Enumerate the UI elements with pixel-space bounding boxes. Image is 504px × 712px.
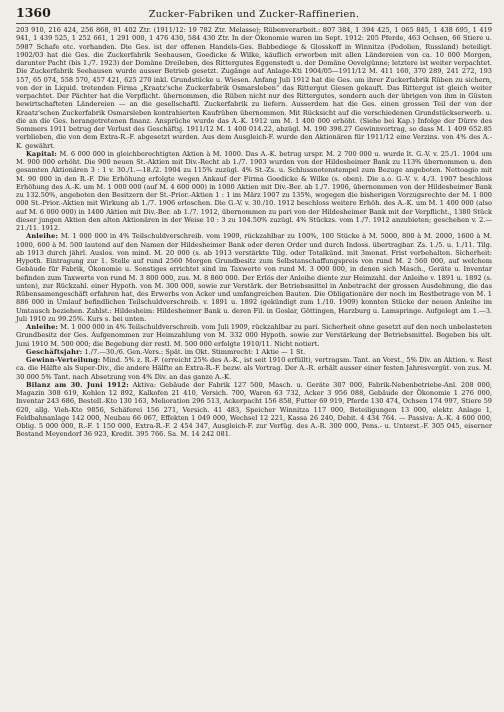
page-header	[16, 5, 492, 24]
paragraph-lead: Geschäftsjahr:	[26, 347, 83, 356]
paragraph-production	[16, 26, 492, 150]
paragraph-bilanz	[16, 381, 492, 439]
paragraph-lead: Anleihe:	[26, 323, 59, 331]
paragraph-text: M. 1 000 000 in 4% Teilschuldverschreib. vom Juli 1909, rückzahlbar zu pari. Sicherheit ohne gesetzt auf den noch unbelasteten Grundbesitz der Ges. Aufgenommen zur Heimzahlung von M. 332 000 Hypoth. sowie zur Verstärkung der Betriebsmittel. Begeben bis ult. Juni 1910 M. 500 000; die Begebung der restl. M. 500 000 erfolgte 1910/11. Nicht notiert.	[16, 323, 492, 348]
body-text	[16, 26, 492, 439]
paragraph-text: 1./7.—30./6. Gen.-Vers.: Spät. im Okt. Stimmrecht: 1 Aktie — 1 St.	[84, 347, 306, 356]
paragraph-text: Mind. 5% z. R.-F. (erreicht 25% des A.-K., ist seit 1910 erfüllt), vertragsm. Tant. an Vorst., 5% Div. an Aktion. v. Rest ca. die Hälfte als Super-Div., die andere Hälfte an Extra-R.-F. bezw. als Vortrag. Der A.-R. erhält ausser einer festen Jahresvergüt. von zus. M. 30 000 5% Tant. nach Absetzung von 4% Div. an das ganze A.-K.	[16, 356, 492, 381]
paragraph-lead: Kapital:	[26, 149, 57, 158]
paragraph-geschaeftsjahr	[16, 348, 492, 356]
running-head: Zucker-Fabriken und Zucker-Raffinerien.	[148, 9, 360, 20]
paragraph-anleihe-1	[16, 232, 492, 323]
paragraph-kapital	[16, 150, 492, 233]
paragraph-lead: Anleihe:	[26, 232, 59, 241]
paragraph-lead: Bilanz am 30. Juni 1912:	[26, 380, 129, 389]
paragraph-text: 203 910, 216 424, 256 868, 91 402 Ztr. (1911/12: 19 782 Ztr. Melasse); Rübenverarbeit.: 807 384, 1 394 425, 1 065 845, 1 438 695, 1 419 941, 1 439 525, 1 252 661, 1 291 000, 1 476 430, 584 430 Ztr. In der Ökonomie waren im Sept. 1912: 205 Pferde, 463 Ochsen, 66 Stiere u. 5987 Schafe etc. vorhanden. Die Ges. ist der offenen Handels-Ges. Babbediege & Glosskoff in Winnitza (Podolien, Russland) beteiligt. 1902/03 hat die Ges. die Zuckerfabrik Seehausen, Goedicke & Wilke, käuflich erworben mit allen Ländereien von ca. 10 000 Morgen, darunter Pacht (bis 1./7. 1923) der Domäne Dreileben, des Rittergutes Eggenstedt u. der Domäne Oevelgünne; letztere ist weiter verpachtet. Die Zuckerfabrik Seehausen wurde ausser Betrieb gesetzt. Zugänge auf Anlage-Kti 1904/05—1911/12 M. 411 160, 370 289, 241 272, 193 157, 65 074, 558 570, 457 421, 625 270 inkl. Grundstücke u. Wiesen. Anfang Juli 1912 hat die Ges. um ihrer Zuckerfabrik Rüben zu sichern, von der in Liquid. tretenden Firma „Kraatz'sche Zuckerfabrik Osmarsleben“ das Rittergut Giesen gekauft. Das Rittergut ist gleich weiter verpachtet. Der Pächter hat die Verpflicht. übernommen, die Rüben nicht nur des Rittergutes, sondern auch der übrigen von ihm in Güsten bewirtschafteten Ländereien — an die gesellschaftl. Zuckerfabrik zu liefern. Ausserdem hat die Ges. einen grossen Teil der von der Kraatz'schen Zuckerfabrik Osmarsleben kontrahierten Kaufrüben übernommen. Mit Rücksicht auf die verschiedenen Grundstückserwerb. u. die an die Ges. herangetretenen finanz. Ansprüche wurde das A.-K. 1912 um M. 1 400 000 erhöht. (Siehe bei Kap.) Infolge der Dürre des Sommers 1911 betrug der Verlust des Geschäftsj. 1911/12 M. 1 400 014.22, abzügl. M. 190 398.27 Gewinnvortrag, so dass M. 1 409 652.85 verblieben, die von dem Extra-R.-F. abgesetzt wurden. Aus dem Ausgleich-F. wurde den Aktionären für 1911/12 eine Verzins. von 4% des A.-K. gewährt.	[16, 26, 492, 150]
paragraph-text: Aktiva: Gebäude der Fabrik 127 500, Masch. u. Geräte 307 000, Fabrik-Nebenbetriebe-Anl. 208 000, Magazin 308 619, Kohlen 12 892, Kalkofen 21 410, Versich. 700, Waren 63 732, Acker 3 956 088, Gebäude der Ökonomie 1 276 000, Inventar 243 686, Bestell.-Kto 130 163, Melioration 296 513, Ackerpacht 156 858, Futter 69 919, Pferde 130 474, Ochsen 174 997, Stiere 59 620, allg. Vieh-Kto 9856, Schäferei 156 271, Versich. 41 483, Speicher Winnitza 117 000, Beteiligungen 13 000, elektr. Anlage 1, Feldbahnanlage 142 000, Neubau 66 067, Effekten 1 049 000, Wechsel 12 221, Kassa 26 240, Debit. 4 434 764. — Passiva: A.-K. 4 600 000, Oblig. 5 000 000, R.-F. 1 150 000, Extra-R.-F. 2 454 347, Ausgleich-F. zur Verfüg. des A.-R. 300 000, Pens.- u. Unterst.-F. 305 045, eiserner Bestand Meyendorf 36 923, Kredit. 395 766. Sa. M. 14 242 081.	[16, 380, 492, 439]
paragraph-text: M. 1 000 000 in 4% Teilschuldverschreib. vom 1909, rückzahlbar zu 100%, 100 Stücke à M. 5000, 800 à M. 2000, 1600 à M. 1000, 600 à M. 500 lautend auf den Namen der Hildesheimer Bank oder deren Order und durch Indoss. übertragbar. Zs. 1./5. u. 1./11. Tilg. ab 1913 durch jährl. Auslos. von mind. M. 20 000 (s. ab 1913 verstärkte Tilg. oder Totalkünd. mit 3monat. Frist vorbehalten. Sicherheit: Hypoth. Eintragung zur 1. Stelle auf rund 2560 Morgen Grundbesitz zum Selbstanschaffungspreis von rund M. 2 560 000, auf welchem Gebäude für Fabrik, Ökonomie u. Sonstiges errichtet sind im Taxwerte von rund M. 3 000 000, in denen sich Masch., Geräte u. Inventar befinden zum Taxwerte von rund M. 3 800 000, zus. M. 8 860 000. Der Erlös der Anleihe diente zur Heimzahl. der Anleihe v. 1891 u. 1892 (s. unten), zur Rückzahl. einer Hypoth. von M. 300 000, sowie zur Verstärk. der Betriebsmittel in Anbetracht der grossen Ausdehnung, die das Rübensamengeschäft erfahren hat, des Erwerbs von Acker und umfangreichen Bauten. Die Obligationäre der noch im Restbetrage von M. 1 886 000 in Umlauf befindlichen Teilschuldverschreib. v. 1891 u. 1892 (gekündigt zum 1./10. 1909) konnten Stücke der neuen Anleihe im Umtausch beziehen. Zahlst.: Hildesheim: Hildesheimer Bank u. deren Fil. in Goslar, Göttingen, Harzburg u. Lamspringe. Aufgelegt am 1.—3. Juli 1910 zu 99.25%. Kurs s. bei unten.	[16, 232, 492, 323]
paragraph-anleihe-2	[16, 323, 492, 348]
paragraph-text: M. 6 000 000 in gleichberechtigten Aktien à M. 1000. Das A.-K. betrug urspr. M. 2 700 000 u. wurde lt. G.-V. v. 25./1. 1904 um M. 900 000 erhöht. Die 900 neuen St.-Aktien mit Div.-Recht ab 1./7. 1903 wurden von der Hildesheimer Bank zu 113% übernommen u. den gesamten Aktionären 3 : 1 v. 30./1.—18./2. 1904 zu 115% zuzügl. 4% St.-Zs. u. Schlussnotenstempel zum Bezuge angeboten. Nettoagio mit M. 90 000 in den R.-F. Die Erhöhung erfolgte wegen Ankauf der Firma Goedicke & Wilke (s. oben). Die a.o. G.-V. v. 4./3. 1907 beschloss Erhöhung des A.-K. um M. 1 000 000 (auf M. 4 600 000) in 1000 Aktien mit Div.-Ber. ab 1./7. 1906, übernommen von der Hildesheimer Bank zu 132.50%, angeboten den Besitzern der St.-Prior.-Aktien 1 : 1 im März 1907 zu 135%, wogegen die bisherigen Vorzugsrechte der M. 1 000 000 St.-Prior.-Aktien mit Wirkung ab 1./7. 1906 erloschen. Die G.-V. v. 30./10. 1912 beschloss weitere Erhöh. des A.-K. um M. 1 400 000 (also auf M. 6 000 000) in 1400 Aktien mit Div.-Ber. ab 1./7. 1912, übernommen zu pari von der Hildesheimer Bank mit der Verpflicht., 1380 Stück dieser jungen Aktien den alten Aktionären in der Weise 10 : 3 zu 104.50% zuzügl. 4% Stückzs. vom 1./7. 1912 anzubieten; geschehen v. 2.—21./11. 1912.	[16, 149, 492, 232]
paragraph-gewinn-verteilung	[16, 356, 492, 381]
page-number: 1360	[16, 5, 51, 20]
paragraph-lead: Gewinn-Verteilung:	[26, 356, 101, 364]
